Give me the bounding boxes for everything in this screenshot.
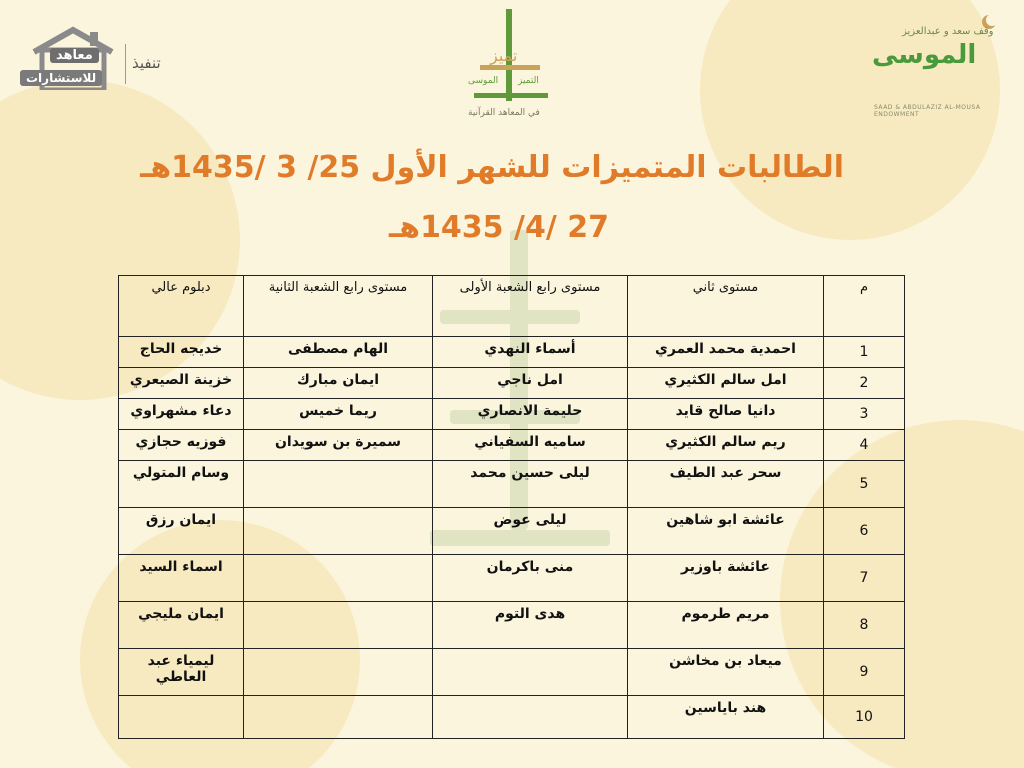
cell-level-four-a: ساميه السفياني [433,430,628,461]
table-row [119,555,905,602]
emblem-text-3: التميز [518,76,539,86]
cell-level-four-a [433,649,628,696]
row-number: 8 [824,602,905,649]
row-number: 10 [824,696,905,739]
table-row [119,508,905,555]
cell-level-two: ريم سالم الكثيري [628,430,824,461]
cell-diploma [119,696,244,739]
cell-level-two: هند باياسين [628,696,824,739]
cell-level-two: ميعاد بن مخاشن [628,649,824,696]
cell-diploma: خديجه الحاج [119,337,244,368]
cell-level-four-a: أسماء النهدي [433,337,628,368]
table-row [119,430,905,461]
header-number: م [824,276,905,337]
logo-divider [125,44,126,84]
header-level-two: مستوى ثاني [628,276,824,337]
endowment-subtitle: وقف سعد و عبدالعزيز [902,26,994,37]
cell-diploma: ايمان مليجي [119,602,244,649]
header-level-four-section-two: مستوى رابع الشعبة الثانية [244,276,433,337]
cell-level-four-b [244,508,433,555]
cell-level-two: امل سالم الكثيري [628,368,824,399]
cell-diploma: خزينة الصيعري [119,368,244,399]
cell-level-two: عائشة ابو شاهين [628,508,824,555]
almousa-endowment-logo [864,12,1004,118]
emblem-text-1: تميز [490,46,518,65]
cell-diploma: دعاء مشهراوي [119,399,244,430]
cell-diploma: اسماء السيد [119,555,244,602]
endowment-english-name: SAAD & ABDULAZIZ AL-MOUSA ENDOWMENT [874,104,981,118]
table-row [119,696,905,739]
cell-level-four-b: ايمان مبارك [244,368,433,399]
row-number: 7 [824,555,905,602]
logo-text-institutes: معاهد [50,48,99,63]
cell-diploma: فوزيه حجازي [119,430,244,461]
cell-level-two: عائشة باوزير [628,555,824,602]
table-header-row [119,276,905,337]
cell-level-four-b [244,696,433,739]
cell-level-four-a: هدى التوم [433,602,628,649]
cell-level-four-b [244,461,433,508]
logo-text-consulting: للاستشارات [20,70,102,86]
table-row [119,649,905,696]
row-number: 4 [824,430,905,461]
row-number: 3 [824,399,905,430]
cell-level-two: احمدية محمد العمري [628,337,824,368]
table-row [119,399,905,430]
logo-tag-execution: تنفيذ [132,54,161,72]
table-row [119,337,905,368]
emblem-text-2: الموسى [468,76,499,86]
cell-level-four-b [244,555,433,602]
page-title: الطالبات المتميزات للشهر الأول 25/ 3 /1435هـ [140,150,844,185]
cell-level-four-b [244,649,433,696]
header-higher-diploma: دبلوم عالي [119,276,244,337]
table-row [119,602,905,649]
row-number: 5 [824,461,905,508]
cell-level-two: دانيا صالح قايد [628,399,824,430]
cell-level-four-a: ليلى حسين محمد [433,461,628,508]
cell-diploma: وسام المتولي [119,461,244,508]
endowment-name: الموسى [872,40,977,70]
row-number: 9 [824,649,905,696]
table-row [119,461,905,508]
cell-level-two: سحر عبد الطيف [628,461,824,508]
cell-level-four-a [433,696,628,739]
cell-level-four-a: حليمة الانصاري [433,399,628,430]
cell-level-four-b [244,602,433,649]
cell-level-four-a: منى باكرمان [433,555,628,602]
consulting-institutes-logo [20,24,180,94]
excellence-logo [460,5,560,125]
cell-level-four-b: الهام مصطفى [244,337,433,368]
row-number: 6 [824,508,905,555]
cell-level-four-a: ليلى عوض [433,508,628,555]
distinguished-students-table [118,275,905,739]
table-row [119,368,905,399]
cell-level-four-b: سميرة بن سويدان [244,430,433,461]
header-level-four-section-one: مستوى رابع الشعبة الأولى [433,276,628,337]
emblem-text-4: في المعاهد القرآنية [468,108,540,118]
page-subtitle-date: 27 /4/ 1435هـ [389,210,609,245]
cell-diploma: ليمياء عبد العاطي [119,649,244,696]
cell-level-two: مريم طرموم [628,602,824,649]
cell-level-four-a: امل ناجي [433,368,628,399]
cell-diploma: ايمان رزق [119,508,244,555]
excellence-emblem-icon [460,5,560,125]
row-number: 1 [824,337,905,368]
row-number: 2 [824,368,905,399]
cell-level-four-b: ريما خميس [244,399,433,430]
